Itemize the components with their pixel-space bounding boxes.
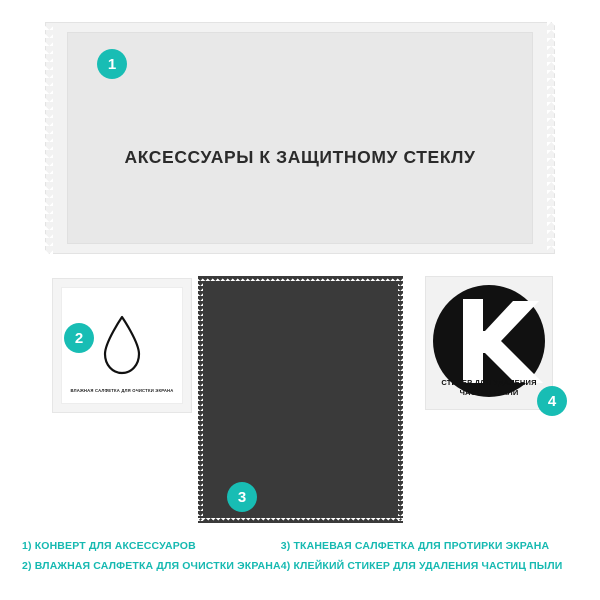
callout-badge-2: 2 xyxy=(64,323,94,353)
legend-item-1: 1) КОНВЕРТ ДЛЯ АКСЕССУАРОВ xyxy=(22,540,196,552)
legend xyxy=(22,540,582,572)
cloth-top-serrated-edge xyxy=(198,276,403,281)
sticker-label xyxy=(426,378,552,398)
envelope-right-serrated-edge xyxy=(547,22,555,254)
water-drop-icon xyxy=(99,314,145,381)
callout-badge-3: 3 xyxy=(227,482,257,512)
cloth-bottom-serrated-edge xyxy=(198,518,403,523)
cloth-left-serrated-edge xyxy=(198,276,203,523)
cloth-surface xyxy=(202,280,399,519)
envelope-title: АКСЕССУАРЫ К ЗАЩИТНОМУ СТЕКЛУ xyxy=(124,147,476,167)
dust-removal-sticker xyxy=(425,276,553,410)
sticker-label-line-1: СТИКЕР ДЛЯ УДАЛЕНИЯ xyxy=(441,377,537,387)
cloth-right-serrated-edge xyxy=(398,276,403,523)
wet-wipe-caption: ВЛАЖНАЯ САЛФЕТКА ДЛЯ ОЧИСТКИ ЭКРАНА xyxy=(70,387,174,393)
envelope-inner-panel xyxy=(67,32,533,244)
legend-item-2: 2) ВЛАЖНАЯ САЛФЕТКА ДЛЯ ОЧИСТКИ ЭКРАНА xyxy=(22,560,281,572)
sticker-label-line-2: ЧАСТИЦ ПЫЛИ xyxy=(459,387,519,397)
legend-item-4: 4) КЛЕЙКИЙ СТИКЕР ДЛЯ УДАЛЕНИЯ ЧАСТИЦ ПЫЛИ xyxy=(280,560,563,572)
callout-badge-1: 1 xyxy=(97,49,127,79)
envelope-left-serrated-edge xyxy=(45,22,53,254)
legend-column-left xyxy=(22,540,281,572)
callout-badge-4: 4 xyxy=(537,386,567,416)
legend-item-3: 3) ТКАНЕВАЯ САЛФЕТКА ДЛЯ ПРОТИРКИ ЭКРАНА xyxy=(280,540,550,552)
legend-column-right xyxy=(281,540,563,572)
microfiber-cloth xyxy=(198,276,403,523)
